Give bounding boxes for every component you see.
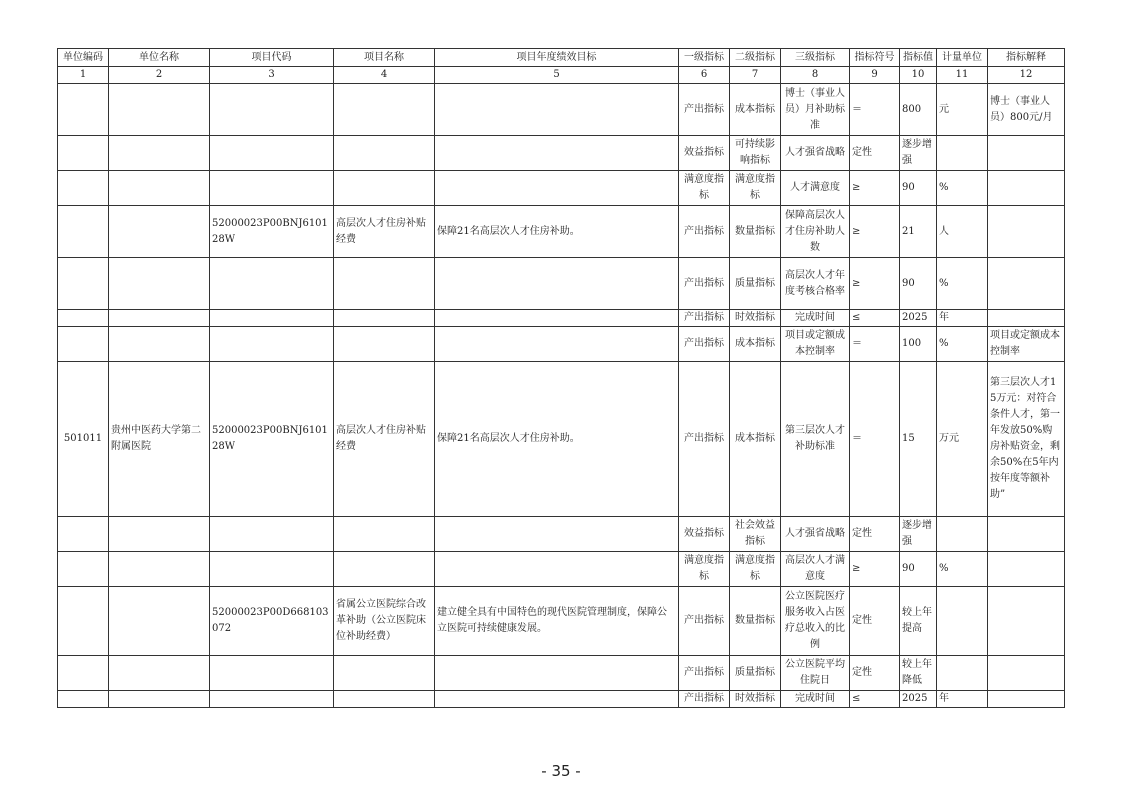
project-code-cell: 52000023P00BNJ610128W bbox=[210, 206, 334, 258]
column-number: 6 bbox=[679, 67, 730, 84]
value-cell: 90 bbox=[900, 258, 937, 310]
project-name-cell bbox=[334, 552, 435, 587]
column-number: 7 bbox=[730, 67, 781, 84]
table-row bbox=[58, 552, 1065, 587]
symbol-cell: 定性 bbox=[850, 517, 900, 552]
level2-indicator-cell: 成本指标 bbox=[730, 84, 781, 136]
table-body bbox=[58, 84, 1065, 708]
project-code-cell bbox=[210, 327, 334, 362]
symbol-cell: ≥ bbox=[850, 171, 900, 206]
table-row bbox=[58, 310, 1065, 327]
table-row bbox=[58, 136, 1065, 171]
goal-cell bbox=[435, 258, 679, 310]
level3-indicator-cell: 项目或定额成本控制率 bbox=[781, 327, 850, 362]
column-header: 计量单位 bbox=[937, 49, 988, 67]
column-header: 项目年度绩效目标 bbox=[435, 49, 679, 67]
symbol-cell: ＝ bbox=[850, 84, 900, 136]
column-header: 单位名称 bbox=[109, 49, 210, 67]
table-row bbox=[58, 362, 1065, 517]
unit-code-cell bbox=[58, 327, 109, 362]
value-cell: 较上年降低 bbox=[900, 656, 937, 691]
level2-indicator-cell: 质量指标 bbox=[730, 656, 781, 691]
column-number-row bbox=[58, 67, 1065, 84]
unit-cell: 人 bbox=[937, 206, 988, 258]
project-code-cell bbox=[210, 84, 334, 136]
level1-indicator-cell: 产出指标 bbox=[679, 206, 730, 258]
level3-indicator-cell: 人才强省战略 bbox=[781, 517, 850, 552]
explanation-cell: 项目或定额成本控制率 bbox=[988, 327, 1065, 362]
performance-table bbox=[57, 48, 1065, 708]
unit-cell: % bbox=[937, 552, 988, 587]
unit-cell bbox=[937, 517, 988, 552]
goal-cell: 保障21名高层次人才住房补助。 bbox=[435, 362, 679, 517]
explanation-cell bbox=[988, 656, 1065, 691]
value-cell: 较上年提高 bbox=[900, 587, 937, 656]
unit-name-cell bbox=[109, 517, 210, 552]
level1-indicator-cell: 满意度指标 bbox=[679, 552, 730, 587]
unit-code-cell: 501011 bbox=[58, 362, 109, 517]
column-header: 指标符号 bbox=[850, 49, 900, 67]
level1-indicator-cell: 效益指标 bbox=[679, 517, 730, 552]
column-header: 项目名称 bbox=[334, 49, 435, 67]
project-code-cell bbox=[210, 552, 334, 587]
level2-indicator-cell: 成本指标 bbox=[730, 327, 781, 362]
level3-indicator-cell: 完成时间 bbox=[781, 310, 850, 327]
table-row bbox=[58, 587, 1065, 656]
project-name-cell: 高层次人才住房补贴经费 bbox=[334, 206, 435, 258]
unit-name-cell bbox=[109, 691, 210, 708]
explanation-cell bbox=[988, 310, 1065, 327]
level3-indicator-cell: 完成时间 bbox=[781, 691, 850, 708]
unit-name-cell bbox=[109, 310, 210, 327]
symbol-cell: ＝ bbox=[850, 362, 900, 517]
project-name-cell bbox=[334, 171, 435, 206]
value-cell: 逐步增强 bbox=[900, 517, 937, 552]
unit-code-cell bbox=[58, 587, 109, 656]
symbol-cell: ≥ bbox=[850, 206, 900, 258]
symbol-cell: ≤ bbox=[850, 310, 900, 327]
unit-name-cell bbox=[109, 327, 210, 362]
value-cell: 100 bbox=[900, 327, 937, 362]
unit-code-cell bbox=[58, 517, 109, 552]
column-number: 11 bbox=[937, 67, 988, 84]
goal-cell bbox=[435, 552, 679, 587]
level3-indicator-cell: 第三层次人才补助标准 bbox=[781, 362, 850, 517]
goal-cell bbox=[435, 656, 679, 691]
goal-cell bbox=[435, 310, 679, 327]
header-row bbox=[58, 49, 1065, 67]
explanation-cell bbox=[988, 587, 1065, 656]
level2-indicator-cell: 可持续影响指标 bbox=[730, 136, 781, 171]
column-number: 4 bbox=[334, 67, 435, 84]
unit-code-cell bbox=[58, 171, 109, 206]
unit-cell: 年 bbox=[937, 691, 988, 708]
symbol-cell: ≥ bbox=[850, 552, 900, 587]
unit-cell bbox=[937, 587, 988, 656]
level2-indicator-cell: 满意度指标 bbox=[730, 171, 781, 206]
goal-cell: 建立健全具有中国特色的现代医院管理制度，保障公立医院可持续健康发展。 bbox=[435, 587, 679, 656]
goal-cell bbox=[435, 691, 679, 708]
goal-cell bbox=[435, 136, 679, 171]
unit-name-cell: 贵州中医药大学第二附属医院 bbox=[109, 362, 210, 517]
column-number: 5 bbox=[435, 67, 679, 84]
unit-code-cell bbox=[58, 258, 109, 310]
level3-indicator-cell: 高层次人才满意度 bbox=[781, 552, 850, 587]
value-cell: 2025 bbox=[900, 691, 937, 708]
column-header: 指标值 bbox=[900, 49, 937, 67]
explanation-cell bbox=[988, 136, 1065, 171]
unit-code-cell bbox=[58, 691, 109, 708]
value-cell: 21 bbox=[900, 206, 937, 258]
goal-cell bbox=[435, 327, 679, 362]
table-row bbox=[58, 258, 1065, 310]
project-code-cell bbox=[210, 691, 334, 708]
unit-cell bbox=[937, 656, 988, 691]
goal-cell bbox=[435, 517, 679, 552]
unit-name-cell bbox=[109, 171, 210, 206]
column-number: 3 bbox=[210, 67, 334, 84]
column-header: 一级指标 bbox=[679, 49, 730, 67]
level3-indicator-cell: 保障高层次人才住房补助人数 bbox=[781, 206, 850, 258]
unit-cell bbox=[937, 136, 988, 171]
unit-cell: % bbox=[937, 327, 988, 362]
level1-indicator-cell: 效益指标 bbox=[679, 136, 730, 171]
table-row bbox=[58, 691, 1065, 708]
column-number: 10 bbox=[900, 67, 937, 84]
level1-indicator-cell: 满意度指标 bbox=[679, 171, 730, 206]
unit-name-cell bbox=[109, 258, 210, 310]
level3-indicator-cell: 公立医院平均住院日 bbox=[781, 656, 850, 691]
explanation-cell: 第三层次人才15万元：对符合条件人才，第一年发放50%购房补贴资金，剩余50%在5年内按年度等额补助” bbox=[988, 362, 1065, 517]
level1-indicator-cell: 产出指标 bbox=[679, 84, 730, 136]
explanation-cell bbox=[988, 552, 1065, 587]
table-row bbox=[58, 206, 1065, 258]
level2-indicator-cell: 质量指标 bbox=[730, 258, 781, 310]
table-row bbox=[58, 656, 1065, 691]
symbol-cell: ≤ bbox=[850, 691, 900, 708]
unit-name-cell bbox=[109, 136, 210, 171]
goal-cell bbox=[435, 84, 679, 136]
level1-indicator-cell: 产出指标 bbox=[679, 258, 730, 310]
symbol-cell: ≥ bbox=[850, 258, 900, 310]
goal-cell: 保障21名高层次人才住房补助。 bbox=[435, 206, 679, 258]
table-row bbox=[58, 171, 1065, 206]
unit-code-cell bbox=[58, 310, 109, 327]
project-name-cell bbox=[334, 656, 435, 691]
explanation-cell bbox=[988, 171, 1065, 206]
column-header: 项目代码 bbox=[210, 49, 334, 67]
unit-name-cell bbox=[109, 552, 210, 587]
unit-cell: 年 bbox=[937, 310, 988, 327]
level2-indicator-cell: 社会效益指标 bbox=[730, 517, 781, 552]
project-name-cell bbox=[334, 691, 435, 708]
symbol-cell: 定性 bbox=[850, 136, 900, 171]
level3-indicator-cell: 公立医院医疗服务收入占医疗总收入的比例 bbox=[781, 587, 850, 656]
unit-name-cell bbox=[109, 587, 210, 656]
level2-indicator-cell: 时效指标 bbox=[730, 310, 781, 327]
unit-cell: 万元 bbox=[937, 362, 988, 517]
value-cell: 15 bbox=[900, 362, 937, 517]
explanation-cell bbox=[988, 206, 1065, 258]
column-header: 二级指标 bbox=[730, 49, 781, 67]
level1-indicator-cell: 产出指标 bbox=[679, 362, 730, 517]
level3-indicator-cell: 高层次人才年度考核合格率 bbox=[781, 258, 850, 310]
project-name-cell bbox=[334, 327, 435, 362]
value-cell: 90 bbox=[900, 552, 937, 587]
level1-indicator-cell: 产出指标 bbox=[679, 310, 730, 327]
unit-code-cell bbox=[58, 84, 109, 136]
unit-code-cell bbox=[58, 552, 109, 587]
unit-code-cell bbox=[58, 136, 109, 171]
project-code-cell bbox=[210, 310, 334, 327]
project-name-cell bbox=[334, 517, 435, 552]
level1-indicator-cell: 产出指标 bbox=[679, 656, 730, 691]
project-name-cell bbox=[334, 136, 435, 171]
level2-indicator-cell: 满意度指标 bbox=[730, 552, 781, 587]
project-code-cell: 52000023P00BNJ610128W bbox=[210, 362, 334, 517]
unit-name-cell bbox=[109, 206, 210, 258]
level3-indicator-cell: 人才满意度 bbox=[781, 171, 850, 206]
table-row bbox=[58, 517, 1065, 552]
project-name-cell: 高层次人才住房补贴经费 bbox=[334, 362, 435, 517]
column-number: 1 bbox=[58, 67, 109, 84]
value-cell: 2025 bbox=[900, 310, 937, 327]
value-cell: 逐步增强 bbox=[900, 136, 937, 171]
symbol-cell: 定性 bbox=[850, 587, 900, 656]
column-number: 12 bbox=[988, 67, 1065, 84]
level2-indicator-cell: 数量指标 bbox=[730, 587, 781, 656]
value-cell: 90 bbox=[900, 171, 937, 206]
table-row bbox=[58, 327, 1065, 362]
goal-cell bbox=[435, 171, 679, 206]
explanation-cell: 博士（事业人员）800元/月 bbox=[988, 84, 1065, 136]
level1-indicator-cell: 产出指标 bbox=[679, 587, 730, 656]
explanation-cell bbox=[988, 258, 1065, 310]
explanation-cell bbox=[988, 517, 1065, 552]
explanation-cell bbox=[988, 691, 1065, 708]
symbol-cell: ＝ bbox=[850, 327, 900, 362]
project-code-cell: 52000023P00D668103072 bbox=[210, 587, 334, 656]
unit-code-cell bbox=[58, 206, 109, 258]
column-number: 2 bbox=[109, 67, 210, 84]
level3-indicator-cell: 人才强省战略 bbox=[781, 136, 850, 171]
project-name-cell bbox=[334, 84, 435, 136]
page-number: - 35 - bbox=[541, 762, 581, 780]
unit-cell: % bbox=[937, 258, 988, 310]
project-code-cell bbox=[210, 171, 334, 206]
unit-code-cell bbox=[58, 656, 109, 691]
column-header: 三级指标 bbox=[781, 49, 850, 67]
level1-indicator-cell: 产出指标 bbox=[679, 327, 730, 362]
project-name-cell bbox=[334, 310, 435, 327]
column-header: 指标解释 bbox=[988, 49, 1065, 67]
column-header: 单位编码 bbox=[58, 49, 109, 67]
level2-indicator-cell: 成本指标 bbox=[730, 362, 781, 517]
table-row bbox=[58, 84, 1065, 136]
level2-indicator-cell: 数量指标 bbox=[730, 206, 781, 258]
unit-name-cell bbox=[109, 84, 210, 136]
unit-cell: 元 bbox=[937, 84, 988, 136]
value-cell: 800 bbox=[900, 84, 937, 136]
symbol-cell: 定性 bbox=[850, 656, 900, 691]
project-code-cell bbox=[210, 136, 334, 171]
project-code-cell bbox=[210, 258, 334, 310]
project-code-cell bbox=[210, 656, 334, 691]
level1-indicator-cell: 产出指标 bbox=[679, 691, 730, 708]
unit-name-cell bbox=[109, 656, 210, 691]
level2-indicator-cell: 时效指标 bbox=[730, 691, 781, 708]
project-code-cell bbox=[210, 517, 334, 552]
column-number: 9 bbox=[850, 67, 900, 84]
unit-cell: % bbox=[937, 171, 988, 206]
column-number: 8 bbox=[781, 67, 850, 84]
project-name-cell bbox=[334, 258, 435, 310]
level3-indicator-cell: 博士（事业人员）月补助标准 bbox=[781, 84, 850, 136]
project-name-cell: 省属公立医院综合改革补助（公立医院床位补助经费） bbox=[334, 587, 435, 656]
